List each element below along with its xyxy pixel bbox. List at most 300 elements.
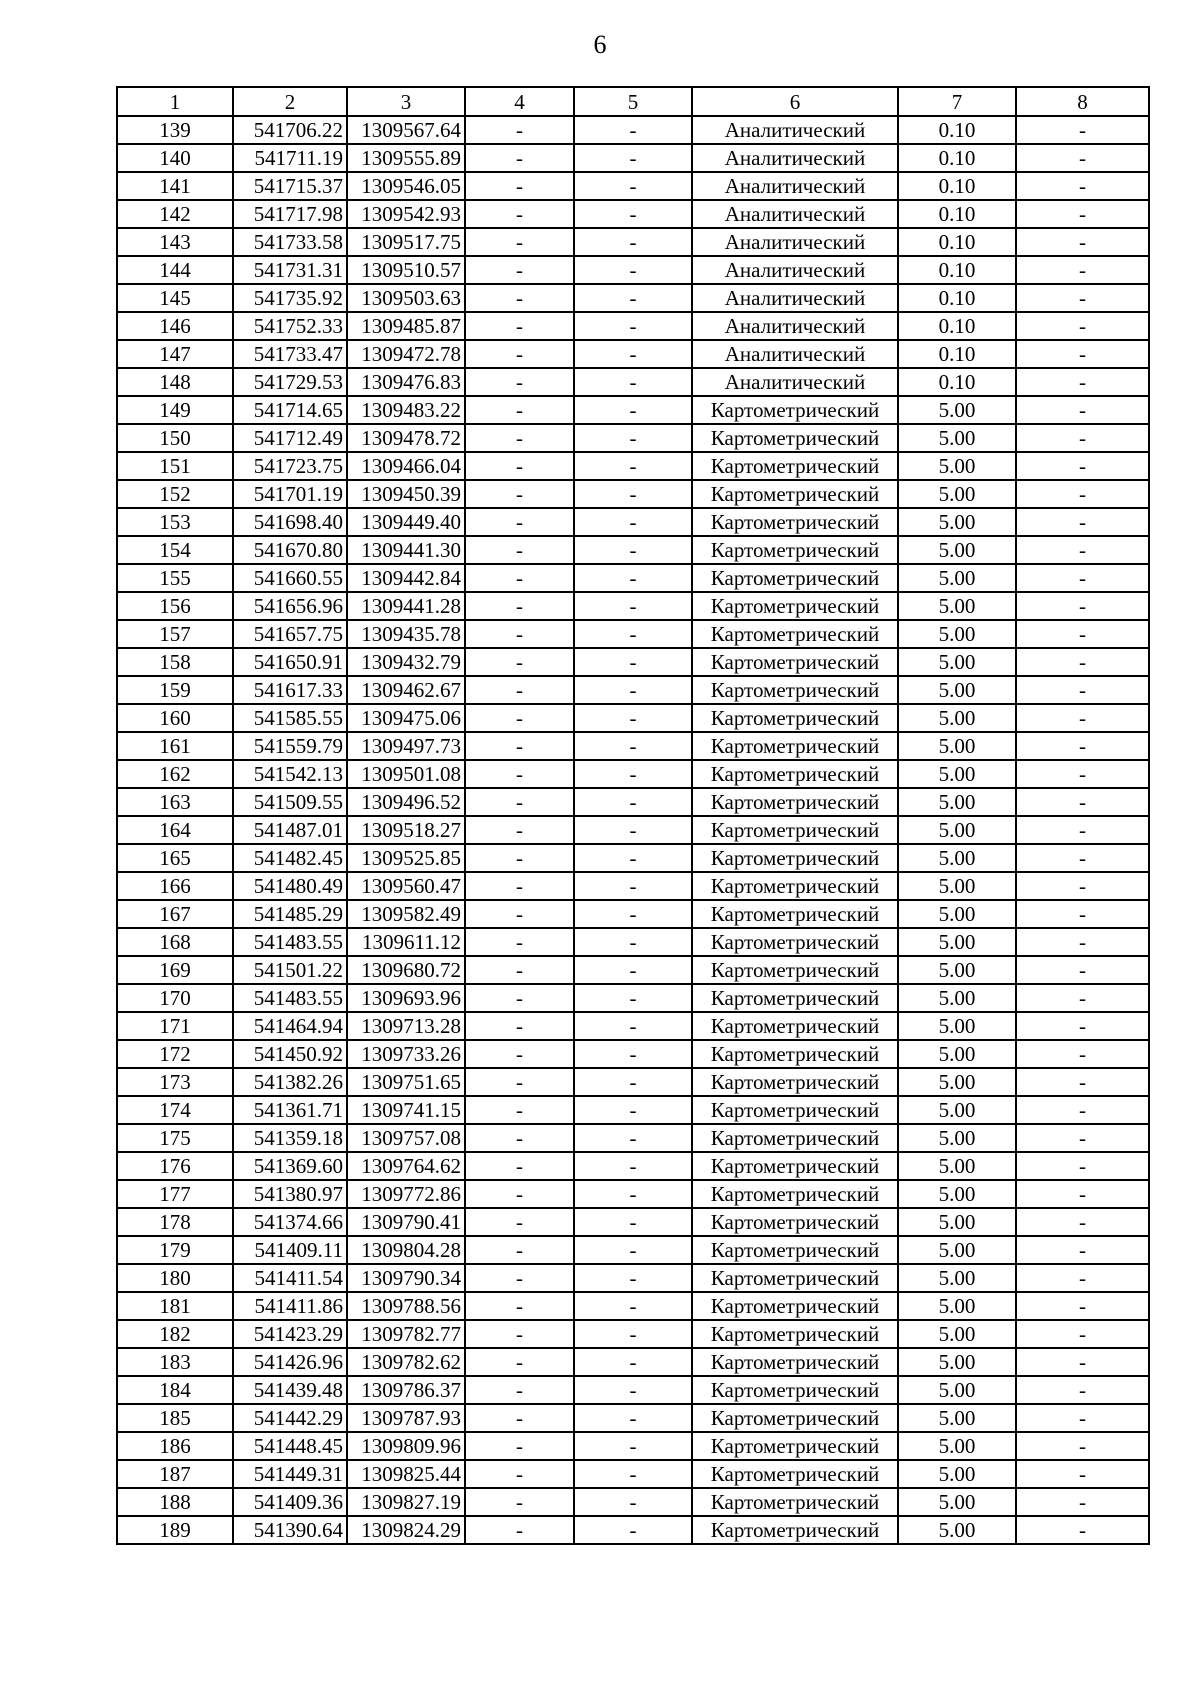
point-number-cell: 169 [117,956,233,984]
table-row [117,1320,1149,1348]
method-cell: Картометрический [692,1292,898,1320]
column-5-cell: - [574,1096,692,1124]
column-4-cell: - [465,620,574,648]
accuracy-cell: 5.00 [898,1460,1016,1488]
point-number-cell: 157 [117,620,233,648]
point-number-cell: 183 [117,1348,233,1376]
accuracy-cell: 5.00 [898,676,1016,704]
point-number-cell: 174 [117,1096,233,1124]
y-coordinate-cell: 1309751.65 [347,1068,465,1096]
point-number-cell: 180 [117,1264,233,1292]
accuracy-cell: 5.00 [898,1012,1016,1040]
point-number-cell: 154 [117,536,233,564]
accuracy-cell: 5.00 [898,1152,1016,1180]
method-cell: Аналитический [692,256,898,284]
x-coordinate-cell: 541380.97 [233,1180,347,1208]
table-row [117,144,1149,172]
column-8-cell: - [1016,1376,1149,1404]
y-coordinate-cell: 1309788.56 [347,1292,465,1320]
point-number-cell: 161 [117,732,233,760]
method-cell: Картометрический [692,564,898,592]
y-coordinate-cell: 1309466.04 [347,452,465,480]
column-4-cell: - [465,1152,574,1180]
accuracy-cell: 5.00 [898,648,1016,676]
method-cell: Картометрический [692,1180,898,1208]
y-coordinate-cell: 1309441.30 [347,536,465,564]
point-number-cell: 155 [117,564,233,592]
table-row [117,676,1149,704]
table-row [117,200,1149,228]
method-cell: Аналитический [692,228,898,256]
method-cell: Картометрический [692,1236,898,1264]
column-4-cell: - [465,816,574,844]
y-coordinate-cell: 1309786.37 [347,1376,465,1404]
column-header: 7 [898,87,1016,116]
column-8-cell: - [1016,1236,1149,1264]
column-8-cell: - [1016,256,1149,284]
y-coordinate-cell: 1309462.67 [347,676,465,704]
column-5-cell: - [574,340,692,368]
column-8-cell: - [1016,116,1149,144]
accuracy-cell: 5.00 [898,1124,1016,1152]
table-row [117,424,1149,452]
column-4-cell: - [465,844,574,872]
point-number-cell: 181 [117,1292,233,1320]
table-row [117,1096,1149,1124]
accuracy-cell: 5.00 [898,984,1016,1012]
column-5-cell: - [574,620,692,648]
accuracy-cell: 5.00 [898,1376,1016,1404]
column-4-cell: - [465,228,574,256]
accuracy-cell: 5.00 [898,704,1016,732]
point-number-cell: 163 [117,788,233,816]
x-coordinate-cell: 541650.91 [233,648,347,676]
table-row [117,984,1149,1012]
column-8-cell: - [1016,956,1149,984]
table-row [117,1376,1149,1404]
method-cell: Картометрический [692,1320,898,1348]
column-header: 2 [233,87,347,116]
column-5-cell: - [574,704,692,732]
column-8-cell: - [1016,1264,1149,1292]
table-row [117,256,1149,284]
x-coordinate-cell: 541723.75 [233,452,347,480]
y-coordinate-cell: 1309772.86 [347,1180,465,1208]
point-number-cell: 177 [117,1180,233,1208]
column-5-cell: - [574,1292,692,1320]
column-8-cell: - [1016,620,1149,648]
table-row [117,1236,1149,1264]
y-coordinate-cell: 1309546.05 [347,172,465,200]
point-number-cell: 141 [117,172,233,200]
column-5-cell: - [574,760,692,788]
column-4-cell: - [465,1460,574,1488]
y-coordinate-cell: 1309611.12 [347,928,465,956]
column-4-cell: - [465,1012,574,1040]
y-coordinate-cell: 1309472.78 [347,340,465,368]
column-5-cell: - [574,928,692,956]
column-8-cell: - [1016,1460,1149,1488]
y-coordinate-cell: 1309809.96 [347,1432,465,1460]
accuracy-cell: 5.00 [898,1180,1016,1208]
column-8-cell: - [1016,1180,1149,1208]
x-coordinate-cell: 541382.26 [233,1068,347,1096]
column-4-cell: - [465,116,574,144]
table-row [117,536,1149,564]
column-4-cell: - [465,1096,574,1124]
column-4-cell: - [465,368,574,396]
accuracy-cell: 5.00 [898,1404,1016,1432]
y-coordinate-cell: 1309497.73 [347,732,465,760]
table-row [117,1012,1149,1040]
column-8-cell: - [1016,648,1149,676]
column-5-cell: - [574,452,692,480]
column-4-cell: - [465,1320,574,1348]
point-number-cell: 140 [117,144,233,172]
accuracy-cell: 5.00 [898,1236,1016,1264]
point-number-cell: 160 [117,704,233,732]
column-header: 4 [465,87,574,116]
method-cell: Картометрический [692,844,898,872]
x-coordinate-cell: 541390.64 [233,1516,347,1544]
column-5-cell: - [574,144,692,172]
column-5-cell: - [574,1348,692,1376]
x-coordinate-cell: 541483.55 [233,928,347,956]
column-5-cell: - [574,1152,692,1180]
column-4-cell: - [465,1348,574,1376]
accuracy-cell: 0.10 [898,368,1016,396]
method-cell: Картометрический [692,1208,898,1236]
column-8-cell: - [1016,228,1149,256]
column-5-cell: - [574,1012,692,1040]
column-4-cell: - [465,592,574,620]
column-8-cell: - [1016,1432,1149,1460]
column-5-cell: - [574,732,692,760]
accuracy-cell: 0.10 [898,284,1016,312]
column-5-cell: - [574,1460,692,1488]
accuracy-cell: 5.00 [898,816,1016,844]
x-coordinate-cell: 541423.29 [233,1320,347,1348]
column-8-cell: - [1016,172,1149,200]
method-cell: Картометрический [692,760,898,788]
column-5-cell: - [574,900,692,928]
point-number-cell: 178 [117,1208,233,1236]
table-row [117,1432,1149,1460]
x-coordinate-cell: 541482.45 [233,844,347,872]
method-cell: Картометрический [692,1348,898,1376]
y-coordinate-cell: 1309483.22 [347,396,465,424]
method-cell: Картометрический [692,396,898,424]
accuracy-cell: 5.00 [898,1292,1016,1320]
table-row [117,1152,1149,1180]
y-coordinate-cell: 1309555.89 [347,144,465,172]
column-5-cell: - [574,788,692,816]
accuracy-cell: 5.00 [898,1516,1016,1544]
y-coordinate-cell: 1309476.83 [347,368,465,396]
column-8-cell: - [1016,200,1149,228]
table-row [117,816,1149,844]
column-4-cell: - [465,760,574,788]
column-8-cell: - [1016,872,1149,900]
x-coordinate-cell: 541361.71 [233,1096,347,1124]
table-row [117,1404,1149,1432]
column-5-cell: - [574,844,692,872]
x-coordinate-cell: 541715.37 [233,172,347,200]
y-coordinate-cell: 1309441.28 [347,592,465,620]
point-number-cell: 153 [117,508,233,536]
column-8-cell: - [1016,1348,1149,1376]
column-8-cell: - [1016,144,1149,172]
point-number-cell: 189 [117,1516,233,1544]
column-8-cell: - [1016,1320,1149,1348]
method-cell: Картометрический [692,788,898,816]
point-number-cell: 158 [117,648,233,676]
table-row [117,788,1149,816]
point-number-cell: 173 [117,1068,233,1096]
column-4-cell: - [465,928,574,956]
accuracy-cell: 5.00 [898,956,1016,984]
accuracy-cell: 5.00 [898,452,1016,480]
x-coordinate-cell: 541442.29 [233,1404,347,1432]
table-row [117,340,1149,368]
column-8-cell: - [1016,1152,1149,1180]
x-coordinate-cell: 541701.19 [233,480,347,508]
column-header: 8 [1016,87,1149,116]
column-5-cell: - [574,1208,692,1236]
y-coordinate-cell: 1309450.39 [347,480,465,508]
method-cell: Картометрический [692,480,898,508]
y-coordinate-cell: 1309525.85 [347,844,465,872]
method-cell: Картометрический [692,1012,898,1040]
method-cell: Картометрический [692,1516,898,1544]
column-4-cell: - [465,1376,574,1404]
point-number-cell: 171 [117,1012,233,1040]
accuracy-cell: 5.00 [898,1432,1016,1460]
point-number-cell: 159 [117,676,233,704]
accuracy-cell: 5.00 [898,396,1016,424]
column-8-cell: - [1016,340,1149,368]
y-coordinate-cell: 1309790.41 [347,1208,465,1236]
column-5-cell: - [574,1320,692,1348]
column-4-cell: - [465,172,574,200]
point-number-cell: 175 [117,1124,233,1152]
column-5-cell: - [574,592,692,620]
accuracy-cell: 5.00 [898,1208,1016,1236]
column-8-cell: - [1016,312,1149,340]
method-cell: Картометрический [692,1376,898,1404]
y-coordinate-cell: 1309680.72 [347,956,465,984]
x-coordinate-cell: 541409.11 [233,1236,347,1264]
method-cell: Картометрический [692,620,898,648]
column-4-cell: - [465,340,574,368]
accuracy-cell: 5.00 [898,1040,1016,1068]
accuracy-cell: 5.00 [898,424,1016,452]
table-row [117,396,1149,424]
method-cell: Картометрический [692,1404,898,1432]
column-4-cell: - [465,1208,574,1236]
column-header: 1 [117,87,233,116]
table-row [117,284,1149,312]
accuracy-cell: 0.10 [898,256,1016,284]
accuracy-cell: 5.00 [898,760,1016,788]
column-8-cell: - [1016,424,1149,452]
table-row [117,1264,1149,1292]
column-8-cell: - [1016,760,1149,788]
accuracy-cell: 5.00 [898,1488,1016,1516]
y-coordinate-cell: 1309693.96 [347,984,465,1012]
column-8-cell: - [1016,480,1149,508]
accuracy-cell: 0.10 [898,340,1016,368]
column-8-cell: - [1016,452,1149,480]
accuracy-cell: 5.00 [898,592,1016,620]
table-row [117,1292,1149,1320]
point-number-cell: 184 [117,1376,233,1404]
column-5-cell: - [574,396,692,424]
x-coordinate-cell: 541656.96 [233,592,347,620]
x-coordinate-cell: 541464.94 [233,1012,347,1040]
y-coordinate-cell: 1309790.34 [347,1264,465,1292]
accuracy-cell: 5.00 [898,788,1016,816]
point-number-cell: 145 [117,284,233,312]
y-coordinate-cell: 1309478.72 [347,424,465,452]
column-4-cell: - [465,480,574,508]
column-8-cell: - [1016,1124,1149,1152]
y-coordinate-cell: 1309496.52 [347,788,465,816]
point-number-cell: 186 [117,1432,233,1460]
method-cell: Картометрический [692,536,898,564]
x-coordinate-cell: 541439.48 [233,1376,347,1404]
point-number-cell: 164 [117,816,233,844]
column-5-cell: - [574,956,692,984]
accuracy-cell: 0.10 [898,144,1016,172]
column-5-cell: - [574,508,692,536]
x-coordinate-cell: 541617.33 [233,676,347,704]
method-cell: Аналитический [692,200,898,228]
method-cell: Картометрический [692,1040,898,1068]
y-coordinate-cell: 1309764.62 [347,1152,465,1180]
column-5-cell: - [574,228,692,256]
point-number-cell: 170 [117,984,233,1012]
column-8-cell: - [1016,676,1149,704]
column-8-cell: - [1016,1068,1149,1096]
column-4-cell: - [465,1040,574,1068]
column-4-cell: - [465,676,574,704]
method-cell: Картометрический [692,732,898,760]
column-5-cell: - [574,984,692,1012]
page-number: 6 [593,30,607,59]
column-4-cell: - [465,536,574,564]
method-cell: Картометрический [692,1460,898,1488]
accuracy-cell: 0.10 [898,172,1016,200]
y-coordinate-cell: 1309757.08 [347,1124,465,1152]
column-5-cell: - [574,424,692,452]
column-5-cell: - [574,172,692,200]
column-5-cell: - [574,1124,692,1152]
accuracy-cell: 5.00 [898,480,1016,508]
column-5-cell: - [574,648,692,676]
column-header: 6 [692,87,898,116]
column-8-cell: - [1016,900,1149,928]
table-row [117,1516,1149,1544]
accuracy-cell: 5.00 [898,1096,1016,1124]
column-8-cell: - [1016,592,1149,620]
column-8-cell: - [1016,508,1149,536]
x-coordinate-cell: 541735.92 [233,284,347,312]
column-8-cell: - [1016,1404,1149,1432]
method-cell: Картометрический [692,592,898,620]
column-5-cell: - [574,1404,692,1432]
column-5-cell: - [574,256,692,284]
x-coordinate-cell: 541542.13 [233,760,347,788]
column-4-cell: - [465,256,574,284]
y-coordinate-cell: 1309824.29 [347,1516,465,1544]
column-5-cell: - [574,536,692,564]
column-8-cell: - [1016,704,1149,732]
table-row [117,452,1149,480]
table-row [117,648,1149,676]
column-4-cell: - [465,144,574,172]
y-coordinate-cell: 1309804.28 [347,1236,465,1264]
x-coordinate-cell: 541706.22 [233,116,347,144]
method-cell: Картометрический [692,1068,898,1096]
column-4-cell: - [465,788,574,816]
x-coordinate-cell: 541411.54 [233,1264,347,1292]
method-cell: Картометрический [692,984,898,1012]
x-coordinate-cell: 541698.40 [233,508,347,536]
x-coordinate-cell: 541501.22 [233,956,347,984]
table-row [117,844,1149,872]
x-coordinate-cell: 541480.49 [233,872,347,900]
x-coordinate-cell: 541714.65 [233,396,347,424]
table-row [117,564,1149,592]
y-coordinate-cell: 1309825.44 [347,1460,465,1488]
method-cell: Картометрический [692,1152,898,1180]
y-coordinate-cell: 1309787.93 [347,1404,465,1432]
method-cell: Картометрический [692,648,898,676]
method-cell: Картометрический [692,1488,898,1516]
x-coordinate-cell: 541660.55 [233,564,347,592]
column-4-cell: - [465,1432,574,1460]
column-4-cell: - [465,1068,574,1096]
y-coordinate-cell: 1309542.93 [347,200,465,228]
point-number-cell: 142 [117,200,233,228]
column-8-cell: - [1016,732,1149,760]
y-coordinate-cell: 1309713.28 [347,1012,465,1040]
column-5-cell: - [574,1236,692,1264]
accuracy-cell: 5.00 [898,536,1016,564]
point-number-cell: 147 [117,340,233,368]
accuracy-cell: 5.00 [898,564,1016,592]
column-5-cell: - [574,1068,692,1096]
column-4-cell: - [465,648,574,676]
accuracy-cell: 5.00 [898,844,1016,872]
table-row [117,1124,1149,1152]
column-5-cell: - [574,1432,692,1460]
coordinates-table [116,86,1150,1545]
x-coordinate-cell: 541717.98 [233,200,347,228]
x-coordinate-cell: 541729.53 [233,368,347,396]
method-cell: Картометрический [692,1264,898,1292]
method-cell: Картометрический [692,424,898,452]
method-cell: Картометрический [692,900,898,928]
x-coordinate-cell: 541409.36 [233,1488,347,1516]
column-5-cell: - [574,116,692,144]
method-cell: Аналитический [692,172,898,200]
x-coordinate-cell: 541733.58 [233,228,347,256]
y-coordinate-cell: 1309432.79 [347,648,465,676]
column-5-cell: - [574,816,692,844]
table-row [117,704,1149,732]
